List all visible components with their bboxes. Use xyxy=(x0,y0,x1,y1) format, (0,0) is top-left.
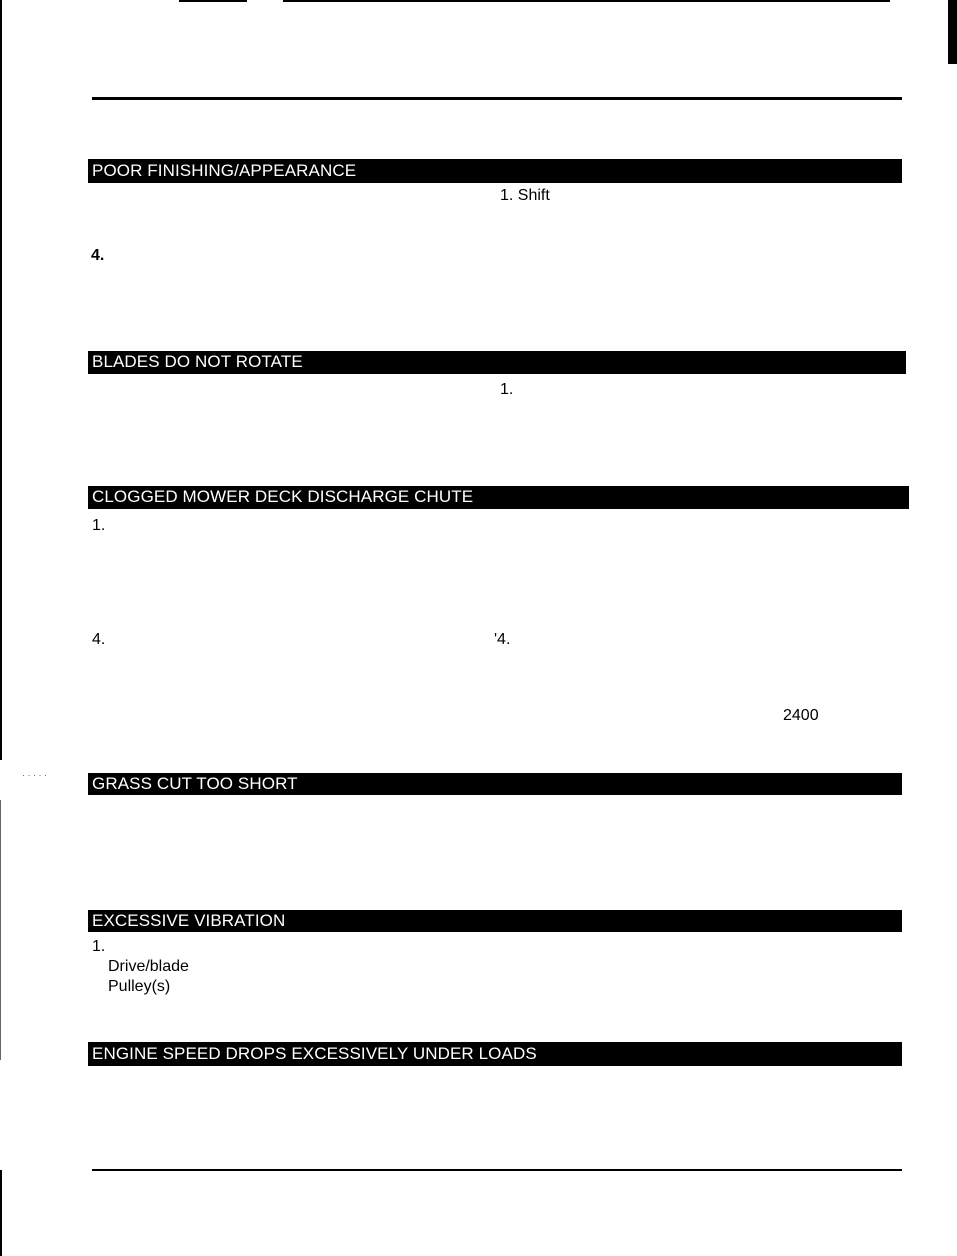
section-heading-grass-cut-too-short: GRASS CUT TOO SHORT xyxy=(88,773,902,795)
part-drive-blade: Drive/blade xyxy=(108,958,189,975)
step-number-4-left: 4. xyxy=(92,631,106,648)
step-number-1: 1. xyxy=(92,938,106,955)
header-short-rule xyxy=(179,0,247,2)
binding-edge-mark xyxy=(948,0,957,64)
step-number-4: 4. xyxy=(91,247,105,264)
left-edge-line xyxy=(0,0,2,760)
scan-specks: · · · · · xyxy=(22,770,47,780)
section-heading-excessive-vibration: EXCESSIVE VIBRATION xyxy=(88,910,902,932)
header-long-rule xyxy=(283,0,890,2)
part-pulleys: Pulley(s) xyxy=(108,978,171,995)
top-divider-rule xyxy=(92,97,902,100)
step-number-4-right: '4. xyxy=(494,631,511,648)
step-number-1: 1. xyxy=(92,517,106,534)
bottom-divider-rule xyxy=(92,1169,902,1171)
step-fragment-shift: 1. Shift xyxy=(500,187,550,204)
section-heading-engine-speed-drops: ENGINE SPEED DROPS EXCESSIVELY UNDER LOADS xyxy=(88,1042,902,1066)
left-edge-line-bottom xyxy=(0,1170,2,1256)
section-heading-clogged-discharge-chute: CLOGGED MOWER DECK DISCHARGE CHUTE xyxy=(88,486,909,509)
section-heading-poor-finishing: POOR FINISHING/APPEARANCE xyxy=(88,159,902,183)
rpm-value: 2400 xyxy=(783,707,819,724)
section-heading-blades-do-not-rotate: BLADES DO NOT ROTATE xyxy=(88,351,906,374)
step-number-1: 1. xyxy=(500,381,514,398)
left-edge-line-lower xyxy=(0,800,1,1060)
